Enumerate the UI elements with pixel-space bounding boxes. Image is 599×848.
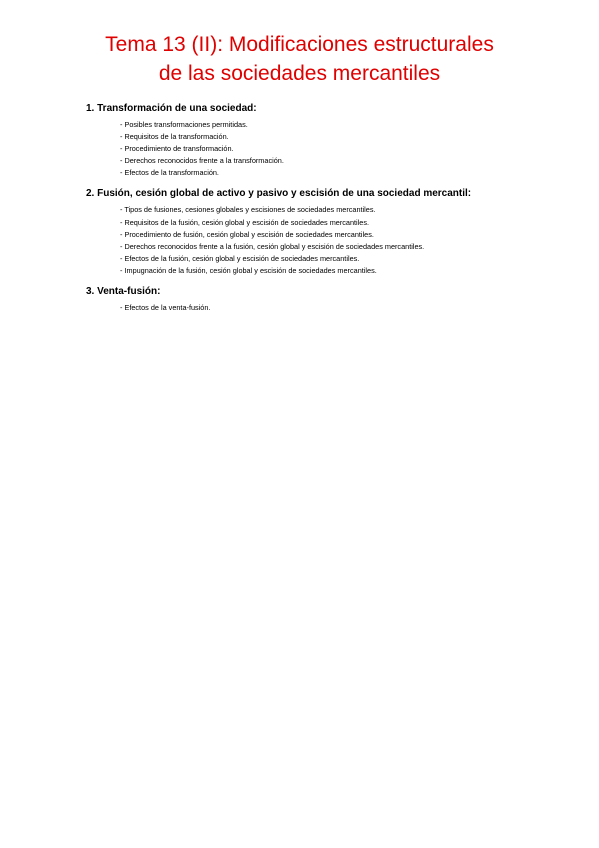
section-items (86, 302, 566, 314)
list-item: - Tipos de fusiones, cesiones globales y escisiones de sociedades mercantiles. (120, 205, 376, 215)
section-heading: 2. Fusión, cesión global de activo y pasivo y escisión de una sociedad mercantil: (86, 188, 472, 200)
list-item: - Requisitos de la transformación. (120, 132, 229, 142)
section-items (86, 119, 566, 179)
section-fusion (86, 187, 566, 277)
document-title-line-2: de las sociedades mercantiles (158, 62, 441, 85)
section-items (86, 204, 566, 277)
list-item: - Requisitos de la fusión, cesión global y escisión de sociedades mercantiles. (120, 217, 370, 227)
list-item: - Efectos de la venta-fusión. (120, 303, 211, 313)
list-item: - Efectos de la transformación. (120, 168, 219, 178)
list-item: - Posibles transformaciones permitidas. (120, 120, 248, 129)
list-item: - Derechos reconocidos frente a la fusión, cesión global y escisión de sociedades mercantiles. (120, 241, 425, 251)
list-item: - Procedimiento de transformación. (120, 144, 234, 154)
list-item: - Efectos de la fusión, cesión global y escisión de sociedades mercantiles. (120, 253, 360, 263)
list-item: - Impugnación de la fusión, cesión global y escisión de sociedades mercantiles. (120, 265, 377, 275)
section-heading: 3. Venta-fusión: (86, 286, 161, 298)
list-item: - Procedimiento de fusión, cesión global y escisión de sociedades mercantiles. (120, 229, 374, 239)
sections-list (86, 102, 566, 322)
document-title-line-1: Tema 13 (II): Modificaciones estructurales (105, 33, 494, 56)
section-transformacion (86, 102, 566, 179)
document-title (0, 30, 599, 88)
section-heading: 1. Transformación de una sociedad: (86, 103, 257, 114)
section-venta-fusion (86, 285, 566, 314)
list-item: - Derechos reconocidos frente a la transformación. (120, 156, 284, 166)
